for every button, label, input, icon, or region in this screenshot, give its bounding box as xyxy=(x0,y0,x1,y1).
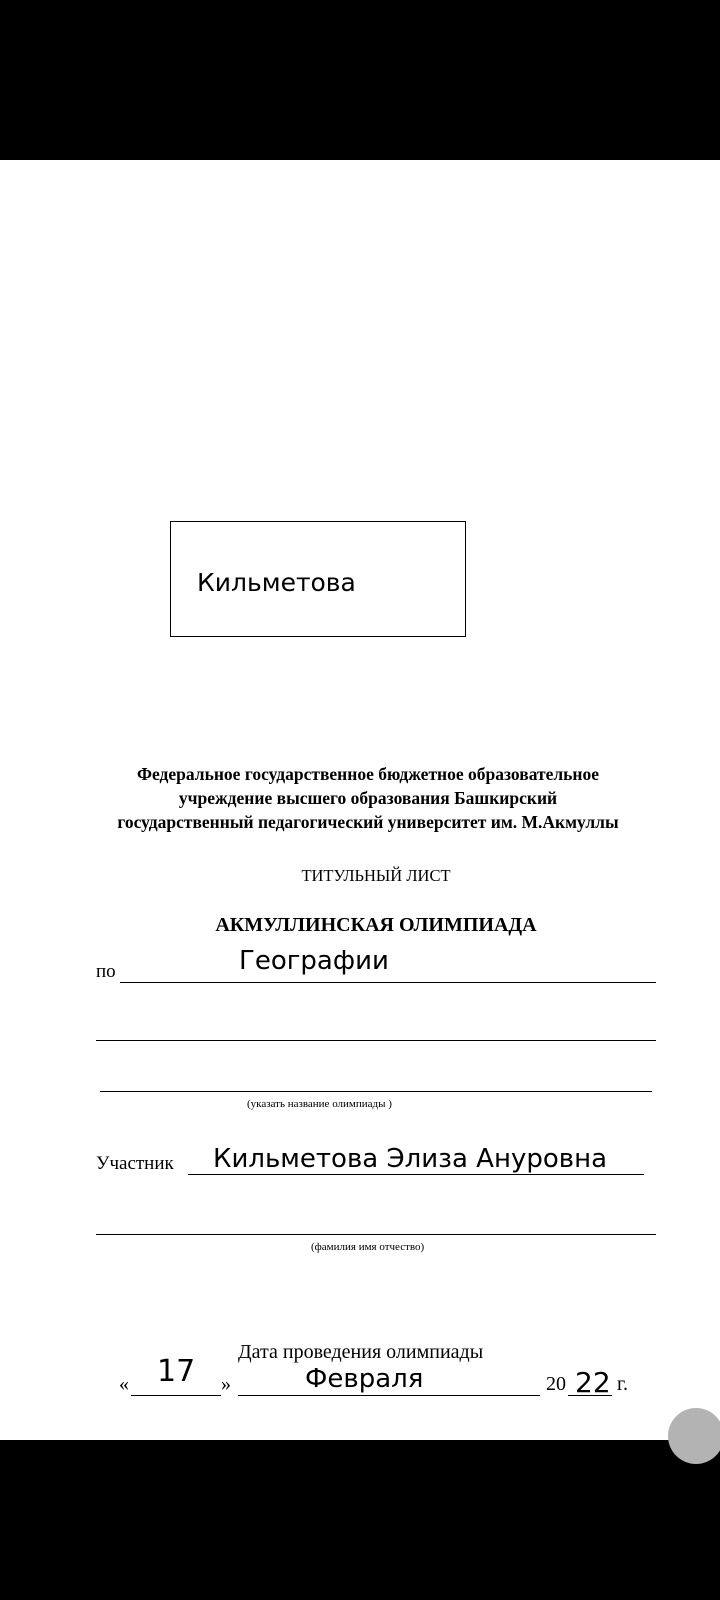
subject-value: Географии xyxy=(239,946,389,976)
subject-caption: (указать название олимпиады ) xyxy=(247,1098,392,1110)
title-sheet-label: ТИТУЛЬНЫЙ ЛИСТ xyxy=(301,866,451,885)
blank-line-2 xyxy=(100,1091,652,1092)
subject-prefix: по xyxy=(96,961,116,982)
date-label: Дата проведения олимпиады xyxy=(238,1341,484,1363)
header-line-2: учреждение высшего образования Башкирский xyxy=(178,788,558,808)
subject-underline xyxy=(120,982,656,983)
participant-caption: (фамилия имя отчество) xyxy=(311,1241,425,1253)
year-prefix: 20 xyxy=(546,1373,566,1395)
header-line-3: государственный педагогический университет им. М.Акмуллы xyxy=(117,812,619,832)
blank-line-3 xyxy=(96,1234,656,1235)
olympiad-title: АКМУЛЛИНСКАЯ ОЛИМПИАДА xyxy=(215,914,537,936)
open-quote: « xyxy=(119,1373,129,1395)
floating-action-button[interactable] xyxy=(668,1408,720,1464)
document-page xyxy=(0,160,720,1440)
blank-line-1 xyxy=(96,1040,656,1041)
participant-label: Участник xyxy=(96,1153,174,1174)
month-underline xyxy=(238,1395,540,1396)
box-surname: Кильметова xyxy=(197,568,356,597)
close-quote: » xyxy=(221,1373,231,1395)
date-day: 17 xyxy=(157,1354,196,1389)
header-line-1: Федеральное государственное бюджетное образовательное xyxy=(136,764,600,784)
day-underline xyxy=(131,1395,221,1396)
year-unit: г. xyxy=(617,1373,628,1395)
date-year: 22 xyxy=(575,1366,611,1399)
name-box xyxy=(170,521,466,637)
participant-underline xyxy=(188,1174,644,1175)
participant-value: Кильметова Элиза Ануровна xyxy=(213,1144,608,1174)
university-header xyxy=(60,762,676,834)
date-month: Февраля xyxy=(305,1364,424,1394)
